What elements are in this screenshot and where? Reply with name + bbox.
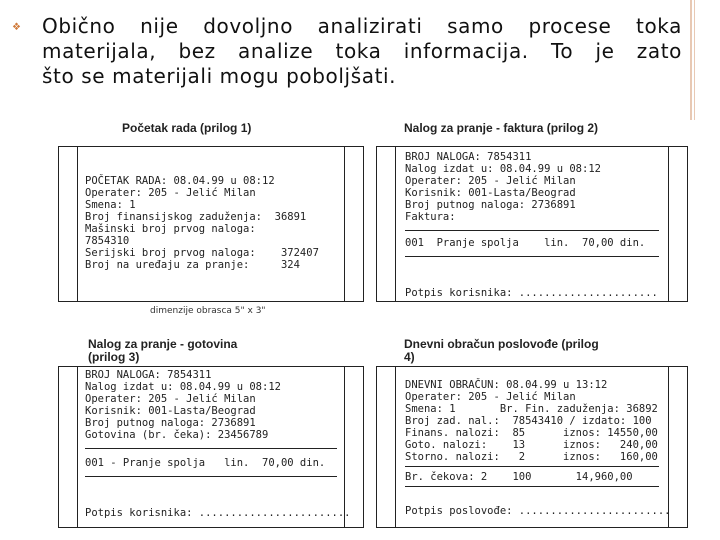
form1-top-rule [59,146,363,147]
form2-title: Nalog za pranje - faktura (prilog 2) [404,121,599,135]
slide-frame-edge [690,0,692,120]
form2-item: 001 Pranje spolja lin. 70,00 din. [405,237,646,249]
form4-line: Storno. nalozi: 2 iznos: 160,00 [405,451,658,463]
form3-title: Nalog za pranje - gotovina [88,337,238,351]
form3-title-cont: (prilog 3) [88,350,140,364]
form2-separator [405,256,659,257]
form3-line: Nalog izdat u: 08.04.99 u 08:12 [85,381,281,393]
form4-bottom-rule [377,527,687,528]
form2-line: Operater: 205 - Jelić Milan [405,175,576,187]
form1-line: POČETAK RADA: 08.04.99 u 08:12 [85,175,275,187]
form3-bottom-rule [59,527,363,528]
form2-signature: Potpis korisnika: ...................... [405,287,658,299]
form1-line: Mašinski broj prvog naloga: [85,223,256,235]
form2-line: Broj putnog naloga: 2736891 [405,199,576,211]
form3-top-rule [59,366,363,367]
form1-line: Operater: 205 - Jelić Milan [85,187,256,199]
form4-separator [405,486,659,487]
form3-line: BROJ NALOGA: 7854311 [85,369,212,381]
form1-line: Broj finansijskog zaduženja: 36891 [85,211,307,223]
form3-line: Korisnik: 001-Lasta/Beograd [85,405,256,417]
form3-separator [85,448,337,449]
form1-title: Početak rada (prilog 1) [122,121,252,135]
form4-line: Smena: 1 Br. Fin. zaduženja: 36892 [405,403,658,415]
form1-line: 7854310 [85,235,130,247]
form4-title-cont: 4) [404,350,415,364]
form1-bottom-rule [59,301,363,302]
form2-bottom-rule [377,301,687,302]
form4-title: Dnevni obračun poslovođe (prilog [404,337,599,351]
form2-line: Faktura: [405,211,456,223]
form3-separator [85,476,337,477]
paragraph-line: Obično nije dovoljno analizirati samo procese toka [42,14,682,38]
form4-line: Goto. nalozi: 13 iznos: 240,00 [405,439,658,451]
form2-line: Nalog izdat u: 08.04.99 u 08:12 [405,163,601,175]
form4-totals: Br. čekova: 2 100 14,960,00 [405,471,633,483]
form2-line: BROJ NALOGA: 7854311 [405,151,532,163]
form4-signature: Potpis poslovođe: ........................ [405,505,671,517]
form2-top-rule [377,146,687,147]
form1-panel [58,146,364,302]
form2-separator [405,230,659,231]
form2-line: Korisnik: 001-Lasta/Beograd [405,187,576,199]
form4-line: Broj zad. nal.: 78543410 / izdato: 100 [405,415,652,427]
form3-signature: Potpis korisnika: ........................ [85,507,351,519]
form3-panel [58,366,364,528]
form4-line: DNEVNI OBRAČUN: 08.04.99 u 13:12 [405,379,608,391]
form2-panel [376,146,688,302]
form3-item: 001 - Pranje spolja lin. 70,00 din. [85,457,326,469]
diamond-bullet-icon: ❖ [12,22,21,33]
paragraph-line: što se materijali mogu poboljšati. [42,64,397,88]
form4-line: Finans. nalozi: 85 iznos: 14550,00 [405,427,658,439]
paragraph-line: materijala, bez analize toka informacija. To je zato [42,39,682,63]
form1-line: Serijski broj prvog naloga: 372407 [85,247,319,259]
slide-frame-edge [694,0,695,120]
form3-line: Broj putnog naloga: 2736891 [85,417,256,429]
form1-dimension-note: dimenzije obrasca 5" x 3" [150,306,266,316]
form1-line: Broj na uređaju za pranje: 324 [85,259,300,271]
form4-separator [405,466,659,467]
form1-line: Smena: 1 [85,199,136,211]
form3-line: Operater: 205 - Jelić Milan [85,393,256,405]
form4-top-rule [377,366,687,367]
form3-line: Gotovina (br. čeka): 23456789 [85,429,269,441]
slide-paragraph [42,14,682,89]
form4-panel [376,366,688,528]
form4-line: Operater: 205 - Jelić Milan [405,391,576,403]
